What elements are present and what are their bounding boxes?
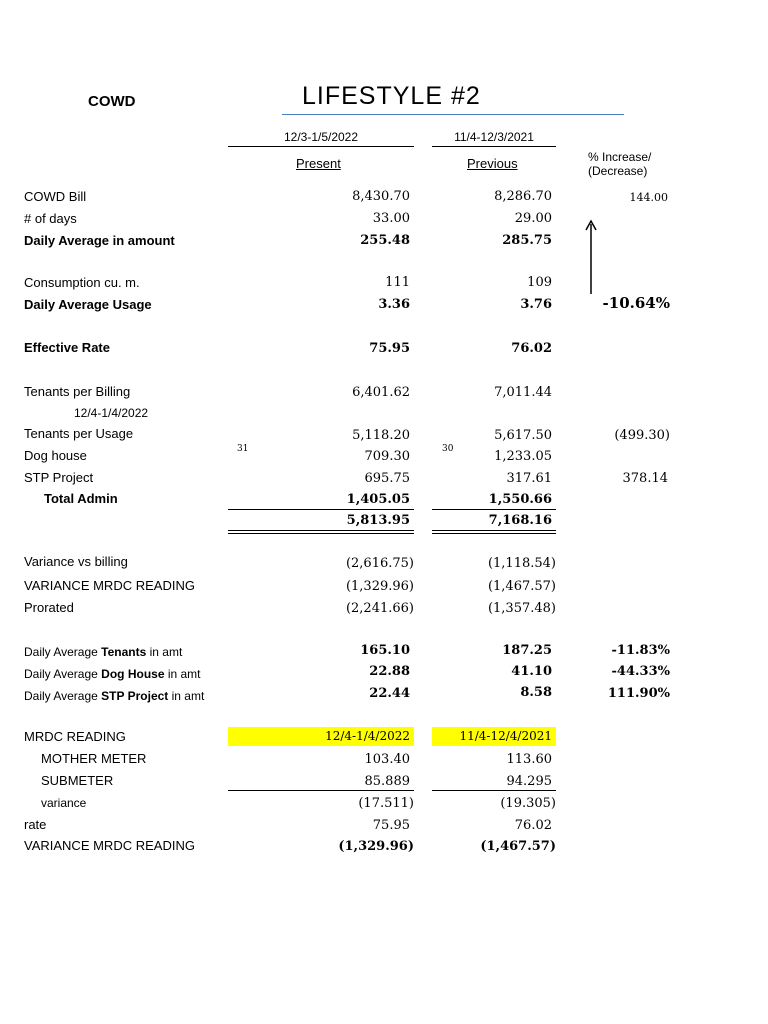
variance-mrdc-present: (1,329.96): [345, 579, 414, 594]
rate-previous: 76.02: [514, 818, 552, 833]
stp-project-change: 378.14: [622, 471, 668, 486]
variance-billing-present: (2,616.75): [345, 556, 414, 571]
daily-avg-usage-change: -10.64%: [602, 294, 670, 312]
variance-billing-label: Variance vs billing: [24, 554, 128, 569]
variance-billing-previous: (1,118.54): [487, 556, 556, 571]
tenants-billing-previous: 7,011.44: [494, 385, 552, 400]
variance-reading-previous: (1,467.57): [480, 839, 556, 854]
variance-reading-label: VARIANCE MRDC READING: [24, 838, 195, 853]
dog-house-present-days: 31: [237, 444, 249, 454]
effective-rate-previous: 76.02: [511, 341, 552, 356]
present-header-rule: [228, 146, 414, 147]
variance-mrdc-label: VARIANCE MRDC READING: [24, 578, 195, 593]
da-dog-label: Daily Average Dog House in amt: [24, 667, 201, 681]
daily-avg-usage-present: 3.36: [378, 297, 410, 312]
rate-label: rate: [24, 817, 47, 832]
submeter-previous: 94.295: [506, 774, 552, 789]
previous-range: 11/4-12/3/2021: [454, 130, 534, 144]
tenants-usage-previous: 5,617.50: [494, 428, 552, 443]
daily-avg-amount-label: Daily Average in amount: [24, 233, 175, 248]
company-name: COWD: [88, 93, 136, 110]
grand-total-previous: 7,168.16: [488, 513, 552, 528]
consumption-label: Consumption cu. m.: [24, 275, 140, 290]
da-dog-present: 22.88: [369, 664, 410, 679]
variance-present: (17.511): [358, 796, 414, 811]
effective-rate-label: Effective Rate: [24, 340, 110, 355]
total-admin-label: Total Admin: [44, 491, 118, 506]
mother-meter-present: 103.40: [364, 752, 410, 767]
tenants-usage-change: (499.30): [614, 428, 670, 443]
submeter-present: 85.889: [364, 774, 410, 789]
cowd-bill-change: 144.00: [629, 191, 668, 204]
grand-total-present: 5,813.95: [346, 513, 410, 528]
submeter-label: SUBMETER: [41, 773, 114, 788]
dog-house-previous-days: 30: [442, 444, 454, 454]
mrdc-present-period: 12/4-1/4/2022: [228, 727, 414, 746]
prorated-previous: (1,357.48): [487, 601, 556, 616]
mrdc-label: MRDC READING: [24, 729, 126, 744]
title-underline: [282, 114, 624, 115]
da-dog-change: -44.33%: [611, 664, 670, 679]
da-stp-present: 22.44: [369, 686, 410, 701]
dog-house-present: 709.30: [364, 449, 410, 464]
present-range: 12/3-1/5/2022: [283, 130, 359, 144]
variance-mrdc-previous: (1,467.57): [487, 579, 556, 594]
present-label: Present: [296, 156, 341, 171]
daily-avg-usage-previous: 3.76: [520, 297, 552, 312]
variance-label: variance: [41, 796, 87, 810]
dog-house-previous: 1,233.05: [494, 449, 552, 464]
days-previous: 29.00: [514, 211, 552, 226]
tenants-billing-present: 6,401.62: [352, 385, 410, 400]
da-stp-label: Daily Average STP Project in amt: [24, 689, 205, 703]
prorated-label: Prorated: [24, 600, 74, 615]
cowd-bill-present: 8,430.70: [352, 189, 410, 204]
pct-header-line2: (Decrease): [588, 164, 648, 178]
submeter-rule-present: [228, 790, 414, 791]
da-tenants-label: Daily Average Tenants in amt: [24, 645, 183, 659]
total-admin-present: 1,405.05: [346, 492, 410, 507]
da-stp-previous: 8.58: [520, 685, 552, 700]
tenants-usage-present: 5,118.20: [352, 428, 410, 443]
grand-total-rule-present: [228, 530, 414, 534]
daily-avg-amount-previous: 285.75: [502, 233, 552, 248]
da-stp-change: 111.90%: [607, 686, 670, 701]
dog-house-label: Dog house: [24, 448, 87, 463]
total-admin-previous: 1,550.66: [488, 492, 552, 507]
consumption-previous: 109: [527, 275, 552, 290]
previous-header-rule: [432, 146, 556, 147]
daily-avg-usage-label: Daily Average Usage: [24, 297, 152, 312]
da-tenants-previous: 187.25: [502, 643, 552, 658]
total-admin-rule-previous: [432, 509, 556, 510]
mother-meter-previous: 113.60: [506, 752, 552, 767]
up-arrow-icon: [584, 218, 598, 296]
mrdc-previous-period: 11/4-12/4/2021: [432, 727, 556, 746]
mother-meter-label: MOTHER METER: [41, 751, 147, 766]
submeter-rule-previous: [432, 790, 556, 791]
previous-label: Previous: [467, 156, 518, 171]
da-tenants-present: 165.10: [360, 643, 410, 658]
stp-project-present: 695.75: [364, 471, 410, 486]
stp-project-previous: 317.61: [506, 471, 552, 486]
days-present: 33.00: [372, 211, 410, 226]
cowd-bill-previous: 8,286.70: [494, 189, 552, 204]
variance-previous: (19.305): [500, 796, 556, 811]
page-title: LIFESTYLE #2: [302, 82, 481, 110]
effective-rate-present: 75.95: [369, 341, 410, 356]
tenants-usage-label: Tenants per Usage: [24, 426, 134, 441]
grand-total-rule-previous: [432, 530, 556, 534]
total-admin-rule-present: [228, 509, 414, 510]
prorated-present: (2,241.66): [345, 601, 414, 616]
daily-avg-amount-present: 255.48: [360, 233, 410, 248]
variance-reading-present: (1,329.96): [338, 839, 414, 854]
days-label: # of days: [24, 211, 77, 226]
billing-sub-period: 12/4-1/4/2022: [74, 406, 149, 420]
da-tenants-change: -11.83%: [611, 643, 670, 658]
tenants-billing-label: Tenants per Billing: [24, 384, 131, 399]
consumption-present: 111: [385, 275, 410, 290]
stp-project-label: STP Project: [24, 470, 94, 485]
pct-header-line1: % Increase/: [588, 150, 652, 164]
da-dog-previous: 41.10: [511, 664, 552, 679]
rate-present: 75.95: [372, 818, 410, 833]
cowd-bill-label: COWD Bill: [24, 189, 87, 204]
